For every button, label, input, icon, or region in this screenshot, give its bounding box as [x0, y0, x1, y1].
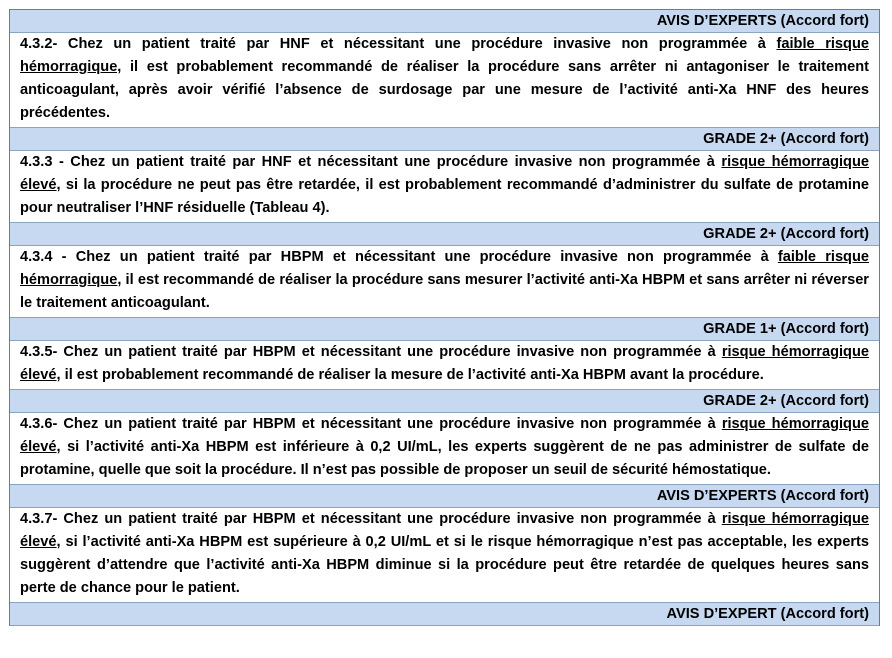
risk-level: risque hémorragique élevé: [20, 344, 869, 383]
grade-label: GRADE 2+ (Accord fort): [10, 390, 879, 413]
risk-level: risque hémorragique élevé: [20, 416, 869, 455]
recommendation-text: , il est probablement recommandé de réaliser la mesure de l’activité anti-Xa HBPM avant la procédure.: [56, 367, 764, 383]
recommendation-4-3-5: [10, 341, 879, 390]
recommendation-text: il est probablement recommandé de réaliser la procédure sans arrêter ni antagoniser le traitement anticoagulant, après avoir vérifié l’absence de surdosage par une mesure de l’activité anti-Xa HNF des heures précédentes.: [20, 59, 869, 121]
risk-level: faible risque hémorragique: [20, 249, 870, 288]
recommendation-text: 4.3.3 - Chez un patient traité par HNF et nécessitant une procédure invasive non programmée à: [20, 154, 722, 170]
risk-level: faible risque hémorragique,: [20, 36, 869, 75]
grade-label: GRADE 2+ (Accord fort): [10, 128, 879, 151]
recommendation-4-3-3: [10, 151, 879, 223]
recommendation-text: , si l’activité anti-Xa HBPM est supérieure à 0,2 UI/mL et si le risque hémorragique n’est pas acceptable, les experts suggèrent d’attendre que l’activité anti-Xa HBPM diminue si la procédure peut être retardée de quelques heures sans perte de chance pour le patient.: [20, 534, 869, 596]
grade-label: GRADE 2+ (Accord fort): [10, 223, 879, 246]
recommendation-text: 4.3.2- Chez un patient traité par HNF et nécessitant une procédure invasive non programmée à: [20, 36, 777, 52]
recommendation-4-3-4: [10, 246, 879, 318]
grade-label: GRADE 1+ (Accord fort): [10, 318, 879, 341]
recommendation-text: 4.3.7- Chez un patient traité par HBPM et nécessitant une procédure invasive non programmée à: [20, 511, 722, 527]
recommendation-text: , si l’activité anti-Xa HBPM est inférieure à 0,2 UI/mL, les experts suggèrent de ne pas administrer de sulfate de protamine, quelle que soit la procédure. Il n’est pas possible de proposer un seuil de sécurité hémostatique.: [20, 439, 869, 478]
risk-level: risque hémorragique élevé: [20, 511, 869, 550]
recommendation-text: , il est recommandé de réaliser la procédure sans mesurer l’activité anti-Xa HBPM et sans arrêter ni réverser le traitement anticoagulant.: [20, 272, 869, 311]
recommendation-4-3-7: [10, 508, 879, 603]
recommendations-table: [9, 9, 880, 626]
recommendation-4-3-2: [10, 33, 879, 128]
risk-level: risque hémorragique élevé: [20, 154, 869, 193]
grade-label: AVIS D’EXPERTS (Accord fort): [10, 485, 879, 508]
recommendation-text: 4.3.5- Chez un patient traité par HBPM et nécessitant une procédure invasive non programmée à: [20, 344, 722, 360]
recommendation-text: 4.3.6- Chez un patient traité par HBPM et nécessitant une procédure invasive non programmée à: [20, 416, 722, 432]
recommendation-4-3-6: [10, 413, 879, 485]
grade-label: AVIS D’EXPERT (Accord fort): [10, 603, 879, 626]
recommendation-text: 4.3.4 - Chez un patient traité par HBPM et nécessitant une procédure invasive non programmée à: [20, 249, 778, 265]
grade-label: AVIS D’EXPERTS (Accord fort): [10, 10, 879, 33]
recommendation-text: , si la procédure ne peut pas être retardée, il est probablement recommandé d’administrer du sulfate de protamine pour neutraliser l’HNF résiduelle (Tableau 4).: [20, 177, 869, 216]
